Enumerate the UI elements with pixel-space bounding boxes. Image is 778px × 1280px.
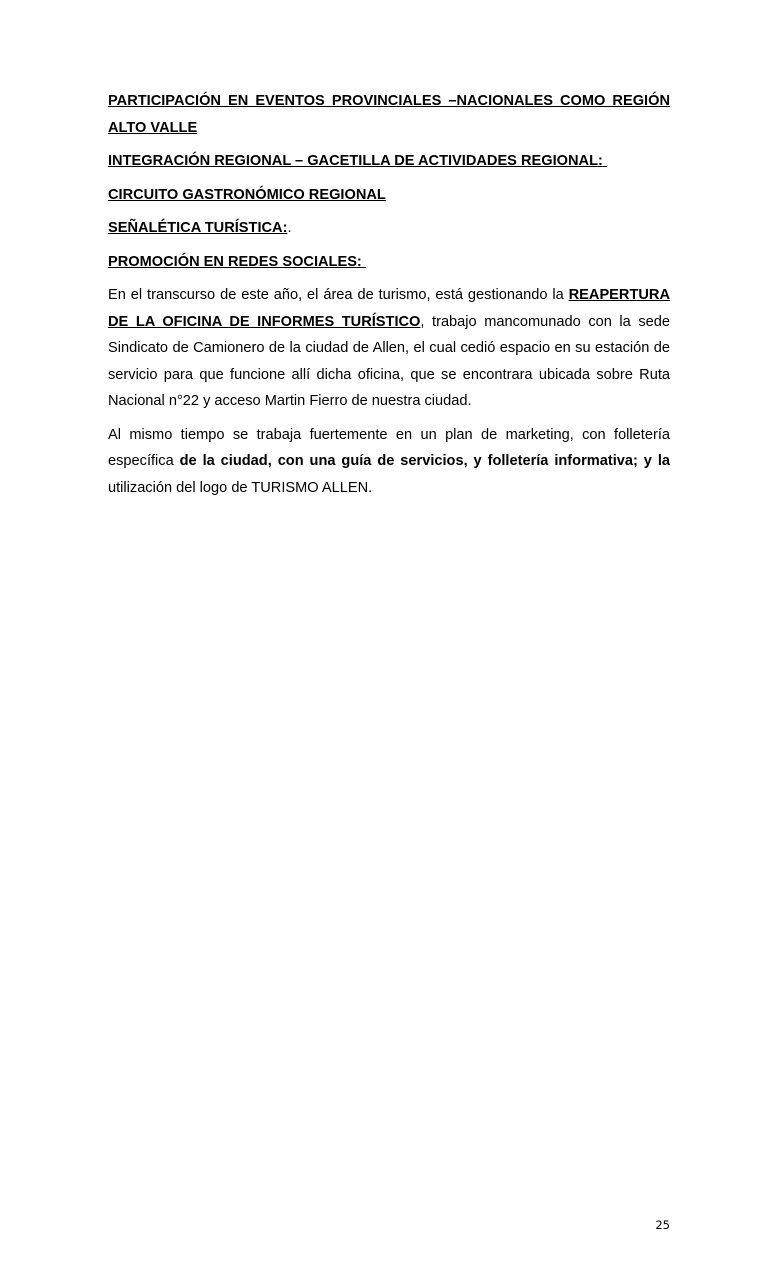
page-number: 25: [655, 1218, 670, 1232]
document-body: [108, 88, 670, 508]
heading-senaletica-suffix: .: [287, 220, 292, 236]
heading-promocion-redes: [108, 249, 670, 276]
paragraph-oficina-part1: En el transcurso de este año, el área de turismo, está gestionando la: [108, 287, 569, 303]
paragraph-marketing-part1: Al mismo tiempo se trabaja fuertemente en un plan de marketing, con folletería específica: [108, 426, 670, 469]
heading-integracion-regional: [108, 148, 670, 175]
paragraph-marketing-part2: utilización del logo de TURISMO ALLEN.: [108, 479, 373, 496]
paragraph-oficina-informes: [108, 282, 670, 415]
heading-circuito-gastronomico: CIRCUITO GASTRONÓMICO REGIONAL: [108, 186, 386, 203]
paragraph-oficina-part2: , trabajo mancomunado con la sede Sindicato de Camionero de la ciudad de Allen, el cual cedió espacio en su estación de servicio para que funcione allí dicha oficina, que se encontrara ubicada sobre Ruta Nacional n°22 y acceso Martin Fierro de nuestra ciudad.: [108, 313, 670, 409]
heading-participacion: PARTICIPACIÓN EN EVENTOS PROVINCIALES –NACIONALES COMO REGIÓN ALTO VALLE: [108, 93, 670, 136]
paragraph-oficina-emphasis: REAPERTURA DE LA OFICINA DE INFORMES TURÍSTICO: [108, 287, 670, 330]
paragraph-marketing: [108, 422, 670, 502]
heading-integracion-regional-text: INTEGRACIÓN REGIONAL – GACETILLA DE ACTIVIDADES REGIONAL:: [108, 153, 603, 169]
heading-senaletica-text: SEÑALÉTICA TURÍSTICA:: [108, 220, 288, 236]
paragraph-marketing-emphasis: de la ciudad, con una guía de servicios, y folletería informativa; y la: [179, 453, 670, 469]
heading-promocion-redes-text: PROMOCIÓN EN REDES SOCIALES:: [108, 253, 362, 270]
heading-senaletica: [108, 215, 670, 242]
